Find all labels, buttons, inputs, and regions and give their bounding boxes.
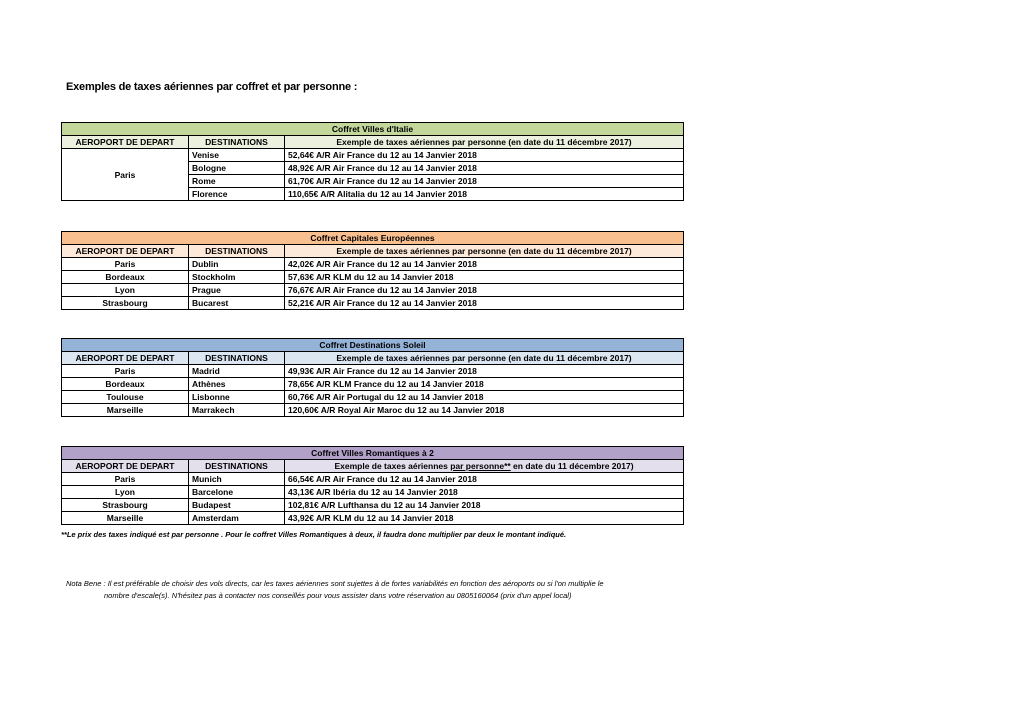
- header-depart: AEROPORT DE DEPART: [62, 136, 189, 149]
- table-row: [62, 499, 684, 512]
- table-row: [62, 378, 684, 391]
- destination-cell: Madrid: [189, 365, 285, 378]
- table-row: [62, 149, 684, 162]
- header-exemple-post: en date du 11 décembre 2017): [510, 461, 634, 471]
- table-row: [62, 473, 684, 486]
- destination-cell: Rome: [189, 175, 285, 188]
- tax-cell: 76,67€ A/R Air France du 12 au 14 Janvier 2018: [285, 284, 684, 297]
- origin-cell: Lyon: [62, 284, 189, 297]
- tax-cell: 102,81€ A/R Lufthansa du 12 au 14 Janvier 2018: [285, 499, 684, 512]
- header-destinations: DESTINATIONS: [189, 352, 285, 365]
- table-row: [62, 404, 684, 417]
- origin-cell: Paris: [62, 473, 189, 486]
- header-destinations: DESTINATIONS: [189, 245, 285, 258]
- destination-cell: Munich: [189, 473, 285, 486]
- header-exemple: Exemple de taxes aériennes par personne (en date du 11 décembre 2017): [285, 136, 684, 149]
- nota-bene: [66, 578, 676, 602]
- column-header-row: [62, 352, 684, 365]
- origin-cell: Strasbourg: [62, 297, 189, 310]
- footnote-emph: par personne: [171, 530, 219, 539]
- header-destinations: DESTINATIONS: [189, 136, 285, 149]
- header-depart: AEROPORT DE DEPART: [62, 352, 189, 365]
- coffret-soleil-table: [61, 338, 684, 417]
- footnote-pre: Le prix des taxes indiqué est: [66, 530, 172, 539]
- origin-cell: Marseille: [62, 512, 189, 525]
- tax-cell: 42,02€ A/R Air France du 12 au 14 Janvier 2018: [285, 258, 684, 271]
- table-row: [62, 365, 684, 378]
- tax-cell: 120,60€ A/R Royal Air Maroc du 12 au 14 Janvier 2018: [285, 404, 684, 417]
- destination-cell: Lisbonne: [189, 391, 285, 404]
- header-exemple: Exemple de taxes aériennes par personne (en date du 11 décembre 2017): [285, 245, 684, 258]
- column-header-row: [62, 460, 684, 473]
- tax-cell: 52,64€ A/R Air France du 12 au 14 Janvier 2018: [285, 149, 684, 162]
- column-header-row: [62, 136, 684, 149]
- table-row: [62, 284, 684, 297]
- tax-cell: 110,65€ A/R Alitalia du 12 au 14 Janvier 2018: [285, 188, 684, 201]
- origin-cell: Lyon: [62, 486, 189, 499]
- coffret-title-row: [62, 339, 684, 352]
- tax-cell: 66,54€ A/R Air France du 12 au 14 Janvier 2018: [285, 473, 684, 486]
- header-depart: AEROPORT DE DEPART: [62, 460, 189, 473]
- page-title: Exemples de taxes aériennes par coffret et par personne :: [66, 81, 358, 93]
- destination-cell: Athènes: [189, 378, 285, 391]
- tax-cell: 43,92€ A/R KLM du 12 au 14 Janvier 2018: [285, 512, 684, 525]
- tax-cell: 78,65€ A/R KLM France du 12 au 14 Janvier 2018: [285, 378, 684, 391]
- table-row: [62, 391, 684, 404]
- header-exemple-underline: par personne**: [450, 461, 511, 471]
- coffret-title-row: [62, 123, 684, 136]
- table-row: [62, 297, 684, 310]
- header-exemple: Exemple de taxes aériennes par personne (en date du 11 décembre 2017): [285, 352, 684, 365]
- header-exemple-pre: Exemple de taxes aériennes: [334, 461, 451, 471]
- table-row: [62, 271, 684, 284]
- table-row: [62, 258, 684, 271]
- origin-cell: Paris: [62, 258, 189, 271]
- tax-cell: 49,93€ A/R Air France du 12 au 14 Janvier 2018: [285, 365, 684, 378]
- footnote-post: . Pour le coffret Villes Romantiques à deux, il faudra donc multiplier par deux le montant indiqué.: [218, 530, 567, 539]
- header-destinations: DESTINATIONS: [189, 460, 285, 473]
- destination-cell: Dublin: [189, 258, 285, 271]
- column-header-row: [62, 245, 684, 258]
- coffret-title: Coffret Destinations Soleil: [62, 339, 684, 352]
- destination-cell: Budapest: [189, 499, 285, 512]
- destination-cell: Bucarest: [189, 297, 285, 310]
- tax-cell: 57,63€ A/R KLM du 12 au 14 Janvier 2018: [285, 271, 684, 284]
- origin-cell: Toulouse: [62, 391, 189, 404]
- tax-cell: 61,70€ A/R Air France du 12 au 14 Janvier 2018: [285, 175, 684, 188]
- destination-cell: Bologne: [189, 162, 285, 175]
- tax-cell: 43,13€ A/R Ibéria du 12 au 14 Janvier 2018: [285, 486, 684, 499]
- coffret-capitales-table: [61, 231, 684, 310]
- header-exemple: [285, 460, 684, 473]
- coffret-title: Coffret Capitales Européennes: [62, 232, 684, 245]
- header-depart: AEROPORT DE DEPART: [62, 245, 189, 258]
- destination-cell: Stockholm: [189, 271, 285, 284]
- footnote: [61, 530, 566, 539]
- coffret-title-row: [62, 447, 684, 460]
- coffret-title-row: [62, 232, 684, 245]
- coffret-title: Coffret Villes d'Italie: [62, 123, 684, 136]
- table-row: [62, 486, 684, 499]
- destination-cell: Amsterdam: [189, 512, 285, 525]
- table-row: [62, 512, 684, 525]
- origin-cell: Paris: [62, 365, 189, 378]
- coffret-italie-table: [61, 122, 684, 201]
- origin-cell: Bordeaux: [62, 378, 189, 391]
- destination-cell: Marrakech: [189, 404, 285, 417]
- tax-cell: 48,92€ A/R Air France du 12 au 14 Janvier 2018: [285, 162, 684, 175]
- coffret-romantiques-table: [61, 446, 684, 525]
- origin-cell: Paris: [62, 149, 189, 201]
- destination-cell: Venise: [189, 149, 285, 162]
- footnote-stars: **: [61, 530, 67, 539]
- tax-cell: 60,76€ A/R Air Portugal du 12 au 14 Janvier 2018: [285, 391, 684, 404]
- nota-bene-line1: Nota Bene : Il est préférable de choisir des vols directs, car les taxes aériennes sont sujettes à de fortes variabilités en fonction des aéroports ou si l'on multiplie le: [66, 579, 604, 588]
- destination-cell: Florence: [189, 188, 285, 201]
- origin-cell: Marseille: [62, 404, 189, 417]
- tax-cell: 52,21€ A/R Air France du 12 au 14 Janvier 2018: [285, 297, 684, 310]
- coffret-title: Coffret Villes Romantiques à 2: [62, 447, 684, 460]
- destination-cell: Barcelone: [189, 486, 285, 499]
- origin-cell: Bordeaux: [62, 271, 189, 284]
- nota-bene-line2: nombre d'escale(s). N'hésitez pas à contacter nos conseillés pour vous assister dans votre réservation au 0805160064 (prix d'un appel local): [104, 591, 572, 600]
- destination-cell: Prague: [189, 284, 285, 297]
- origin-cell: Strasbourg: [62, 499, 189, 512]
